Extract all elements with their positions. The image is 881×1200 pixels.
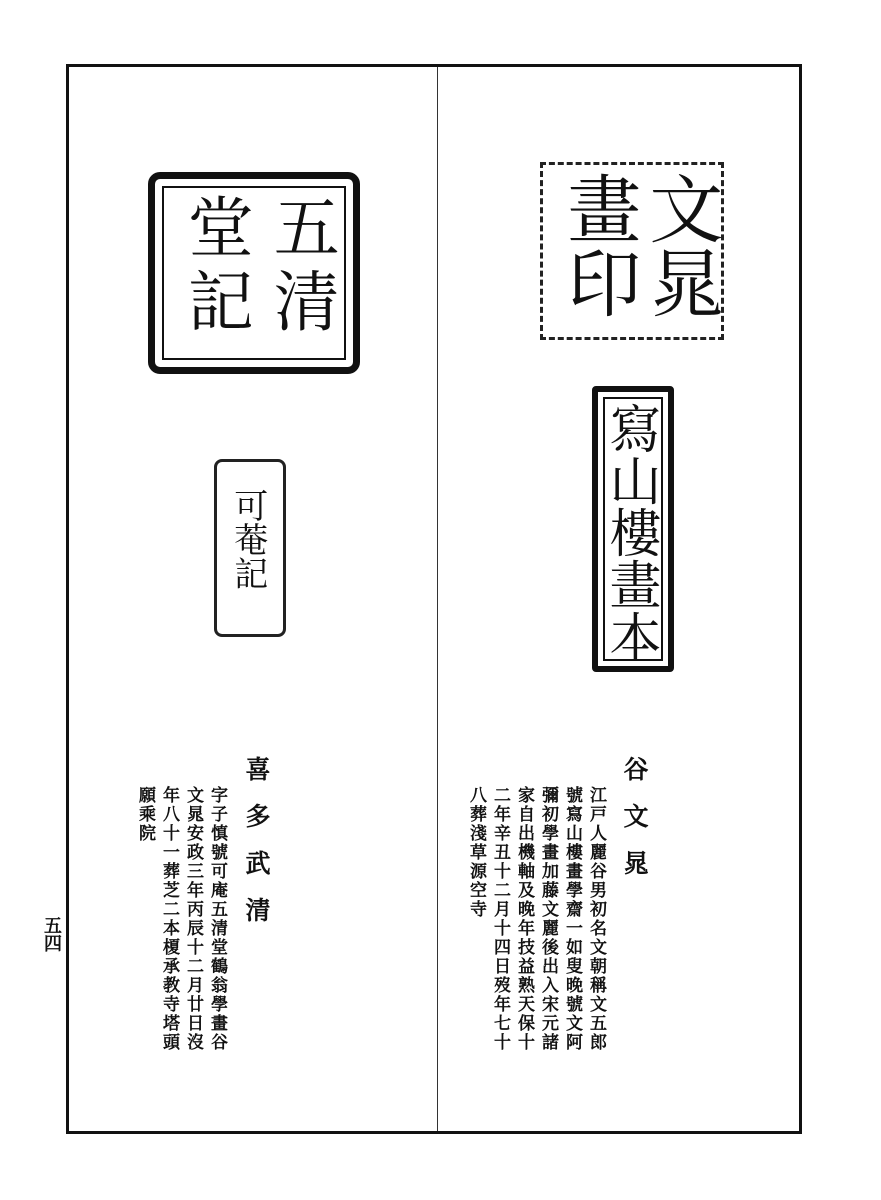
page-number: 五四 [41,916,62,952]
bio-line: 文晁安政三年丙辰十二月廿日沒 [183,786,203,1052]
seal-text-col-1: 文晁 [637,171,724,319]
bio-line: 字子慎號可庵五清堂鶴翁學畫谷 [207,786,227,1052]
seal-text-col-2: 堂記 [176,193,254,341]
bio-line: 江戸人麗谷男初名文朝稱文五郎 [586,786,606,1052]
seal-text-col-1: 五清 [262,193,340,341]
center-divider [437,67,438,1131]
seal-wuqing-tang-ki [148,172,360,374]
seal-text: 寫山樓畫本 [600,402,660,662]
bio-line: 彌初學畫加藤文麗後出入宋元諸 [538,786,558,1052]
seal-keian-ki [214,459,286,637]
bio-line: 願乘院 [135,786,155,843]
bio-line: 八葬淺草源空寺 [466,786,486,919]
bio-line: 家自出機軸及晚年技益熟天保十 [514,786,534,1052]
seal-text-col-2: 畫印 [555,171,642,319]
bio-line: 年八十一葬芝二本榎承教寺塔頭 [159,786,179,1052]
artist-name-tani-buncho: 谷文晁 [620,756,649,897]
bio-line: 號寫山樓畫學齋一如叟晚號文阿 [562,786,582,1052]
artist-name-kita-busei: 喜多武清 [242,756,271,944]
seal-buncho-gain [540,162,724,340]
bio-line: 二年辛丑十二月十四日歿年七十 [490,786,510,1052]
seal-shazanro-gahon [592,386,674,672]
seal-text: 可菴記 [227,488,268,590]
